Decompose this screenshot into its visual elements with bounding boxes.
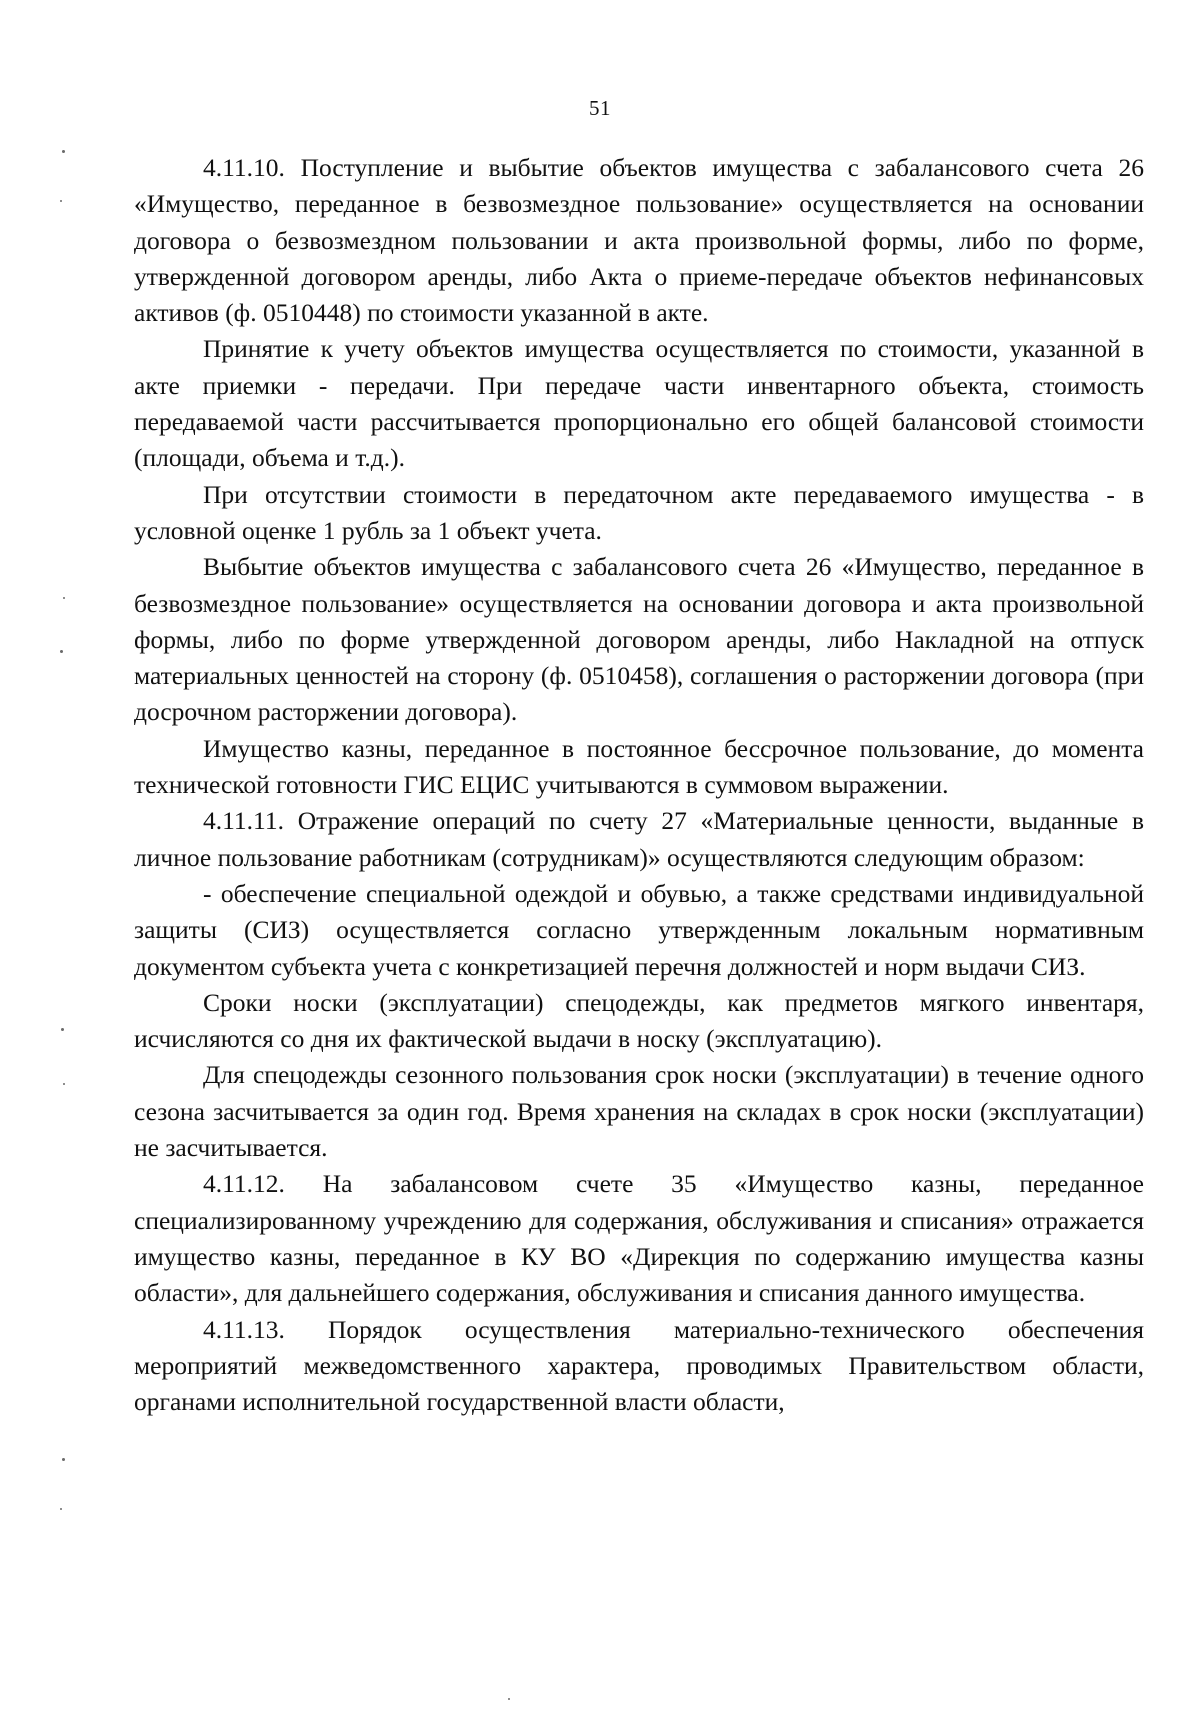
paragraph-acceptance: Принятие к учету объектов имущества осуществляется по стоимости, указанной в акте приемки - передачи. При передаче части инвентарного объекта, стоимость передаваемой части рассчитывается пропорционально его общей балансовой стоимости (площади, объема и т.д.). — [134, 334, 1144, 473]
document-body — [134, 150, 1144, 1420]
scan-speck — [61, 1028, 64, 1031]
paragraph-wear-period: Сроки носки (эксплуатации) спецодежды, как предметов мягкого инвентаря, исчисляются со дня их фактической выдачи в носку (эксплуатацию). — [134, 987, 1144, 1054]
page-number: 51 — [589, 96, 611, 120]
paragraph-disposal: Выбытие объектов имущества с забалансового счета 26 «Имущество, переданное в безвозмездное пользование» осуществляется на основании договора и акта произвольной формы, либо по форме утвержденной договором аренды, либо Накладной на отпуск материальных ценностей на сторону (ф. 0510458), соглашения о расторжении договора (при досрочном расторжении договора). — [134, 552, 1144, 727]
paragraph-4-11-10: 4.11.10. Поступление и выбытие объектов имущества с забалансового счета 26 «Имущество, переданное в безвозмездное пользование» осуществляется на основании договора о безвозмездном пользовании и акта произвольной формы, либо по форме, утвержденной договором аренды, либо Акта о приеме-передаче объектов нефинансовых активов (ф. 0510448) по стоимости указанной в акте. — [134, 153, 1144, 328]
paragraph-4-11-11: 4.11.11. Отражение операций по счету 27 «Материальные ценности, выданные в личное пользование работникам (сотрудникам)» осуществляются следующим образом: — [134, 806, 1144, 872]
paragraph-4-11-12: 4.11.12. На забалансовом счете 35 «Имущество казны, переданное специализированному учреждению для содержания, обслуживания и списания» отражается имущество казны, переданное в КУ ВО «Дирекция по содержанию имущества казны области», для дальнейшего содержания, обслуживания и списания данного имущества. — [134, 1169, 1144, 1308]
scan-speck — [508, 1698, 510, 1700]
scan-speck — [60, 650, 63, 653]
paragraph-seasonal: Для спецодежды сезонного пользования срок носки (эксплуатации) в течение одного сезона засчитывается за один год. Время хранения на складах в срок носки (эксплуатации) не засчитывается. — [134, 1060, 1144, 1163]
paragraph-4-11-13: 4.11.13. Порядок осуществления материально-технического обеспечения мероприятий межведомственного характера, проводимых Правительством области, органами исполнительной государственной власти области, — [134, 1314, 1144, 1417]
paragraph-protective-equipment: - обеспечение специальной одеждой и обувью, а также средствами индивидуальной защиты (СИЗ) осуществляется согласно утвержденным локальным нормативным документом субъекта учета с конкретизацией перечня должностей и норм выдачи СИЗ. — [134, 878, 1144, 981]
scan-speck — [62, 1458, 65, 1461]
paragraph-treasury-property: Имущество казны, переданное в постоянное бессрочное пользование, до момента технической готовности ГИС ЕЦИС учитываются в суммовом выражении. — [134, 733, 1144, 800]
scan-speck — [60, 1508, 62, 1510]
scan-speck — [60, 200, 62, 202]
scan-speck — [63, 597, 65, 599]
paragraph-no-cost: При отсутствии стоимости в передаточном акте передаваемого имущества - в условной оценке 1 рубль за 1 объект учета. — [134, 479, 1144, 545]
scan-speck — [62, 150, 65, 153]
scan-speck — [63, 1083, 65, 1085]
